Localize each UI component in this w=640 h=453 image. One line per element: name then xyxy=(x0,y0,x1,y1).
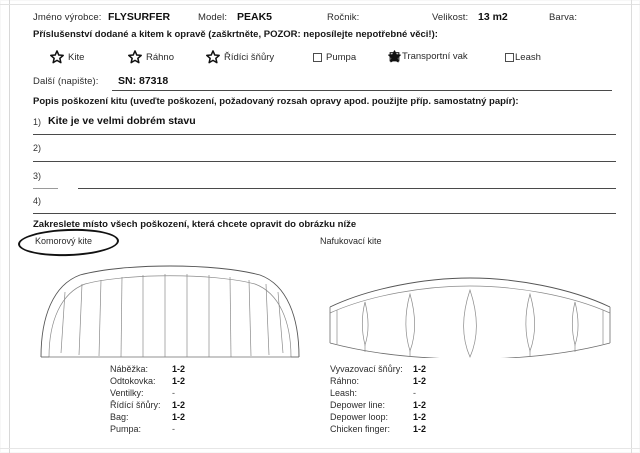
accessory-item-ridici-snury[interactable] xyxy=(206,50,274,64)
spec-value: 1-2 xyxy=(172,376,186,386)
spec-row xyxy=(330,400,426,410)
page-edge-right xyxy=(631,0,632,453)
other-accessory-value[interactable]: SN: 87318 xyxy=(118,75,169,87)
accessory-item-kite[interactable] xyxy=(50,50,84,64)
damage-underline-1 xyxy=(33,134,616,135)
damage-underline-4 xyxy=(33,213,616,214)
spec-key: Pumpa: xyxy=(110,424,142,434)
star-checked-icon xyxy=(128,50,142,64)
damage-underline-3 xyxy=(78,188,616,189)
page-edge-left xyxy=(9,0,10,453)
spec-key: Odtokovka: xyxy=(110,376,156,386)
star-checked-icon xyxy=(388,50,401,63)
spec-row xyxy=(110,376,185,386)
checkbox-unchecked-icon[interactable] xyxy=(313,53,322,62)
star-checked-icon xyxy=(50,50,64,64)
spec-value: 1-2 xyxy=(413,400,427,410)
damage-instruction: Popis poškození kitu (uveďte poškození, požadovaný rozsah opravy apod. použijte příp. samostatný papír): xyxy=(33,96,519,107)
spec-value: - xyxy=(172,424,175,434)
spec-row xyxy=(110,400,185,410)
spec-value: - xyxy=(413,388,416,398)
spec-value: 1-2 xyxy=(413,376,427,386)
spec-key: Vyvazovací šňůry: xyxy=(330,364,403,374)
spec-row xyxy=(110,412,185,422)
color-label: Barva: xyxy=(549,12,578,23)
spec-key: Depower loop: xyxy=(330,412,389,422)
accessory-label: Leash xyxy=(515,52,541,63)
checkbox-unchecked-icon[interactable] xyxy=(505,53,514,62)
spec-key: Depower line: xyxy=(330,400,386,410)
star-checked-icon xyxy=(206,50,220,64)
size-value: 13 m2 xyxy=(478,11,508,23)
other-accessory-underline xyxy=(112,90,612,91)
page-edge-bottom xyxy=(0,448,640,449)
accessory-label: Ráhno xyxy=(146,51,174,63)
damage-line-number: 4) xyxy=(33,196,42,206)
damage-underline-2 xyxy=(33,161,616,162)
damage-line-text[interactable]: Kite je ve velmi dobrém stavu xyxy=(48,115,196,127)
spec-key: Řídící šňůry: xyxy=(110,400,161,410)
year-label: Ročnik: xyxy=(327,12,360,23)
accessory-label: Řídíci šňůry xyxy=(224,51,275,63)
spec-row xyxy=(330,376,426,386)
size-label: Velikost: xyxy=(432,12,469,23)
spec-key: Chicken finger: xyxy=(330,424,391,434)
page-edge-top xyxy=(0,4,640,5)
accessories-instruction: Příslušenství dodané a kitem k opravě (zaškrtněte, POZOR: neposílejte nepotřebné věci!): xyxy=(33,29,438,40)
spec-value: - xyxy=(172,388,175,398)
accessory-item-transportni-vak[interactable] xyxy=(388,50,468,63)
manufacturer-label: Jméno výrobce: xyxy=(33,12,102,23)
accessory-item-leash[interactable] xyxy=(505,52,541,63)
model-value: PEAK5 xyxy=(237,11,273,23)
model-label: Model: xyxy=(198,12,228,23)
foil-kite-diagram xyxy=(35,265,305,360)
manufacturer-value: FLYSURFER xyxy=(108,11,171,23)
spec-key: Ventilky: xyxy=(110,388,144,398)
accessory-label: Pumpa xyxy=(326,52,357,63)
diagram-instruction: Zakreslete místo všech poškození, která chcete opravit do obrázku níže xyxy=(33,219,357,230)
accessory-item-rahno[interactable] xyxy=(128,50,174,64)
accessory-label: Transportní vak xyxy=(402,51,468,62)
damage-line-number: 2) xyxy=(33,143,42,153)
spec-row xyxy=(110,364,185,374)
spec-key: Ráhno: xyxy=(330,376,360,386)
spec-row xyxy=(110,424,175,434)
right-diagram-caption: Nafukovací kite xyxy=(320,236,382,246)
spec-value: 1-2 xyxy=(413,424,427,434)
spec-value: 1-2 xyxy=(172,412,186,422)
spec-row xyxy=(330,412,426,422)
spec-row xyxy=(330,424,426,434)
spec-key: Náběžka: xyxy=(110,364,149,374)
handdrawn-circle-annotation xyxy=(18,227,120,258)
accessory-item-pumpa[interactable] xyxy=(313,52,356,63)
spec-value: 1-2 xyxy=(413,412,427,422)
spec-row xyxy=(330,364,426,374)
left-diagram-caption: Komorový kite xyxy=(35,236,93,246)
spec-row xyxy=(110,388,175,398)
spec-row xyxy=(330,388,416,398)
damage-line-number: 3) xyxy=(33,171,42,181)
spec-value: 1-2 xyxy=(413,364,427,374)
spec-value: 1-2 xyxy=(172,364,186,374)
spec-value: 1-2 xyxy=(172,400,186,410)
spec-key: Bag: xyxy=(110,412,129,422)
damage-line-number: 1) xyxy=(33,117,42,127)
damage-underline-3a xyxy=(33,188,58,189)
other-accessory-label: Další (napište): xyxy=(33,76,99,87)
spec-key: Leash: xyxy=(330,388,358,398)
inflatable-kite-diagram xyxy=(325,273,615,358)
accessory-label: Kite xyxy=(68,51,85,63)
